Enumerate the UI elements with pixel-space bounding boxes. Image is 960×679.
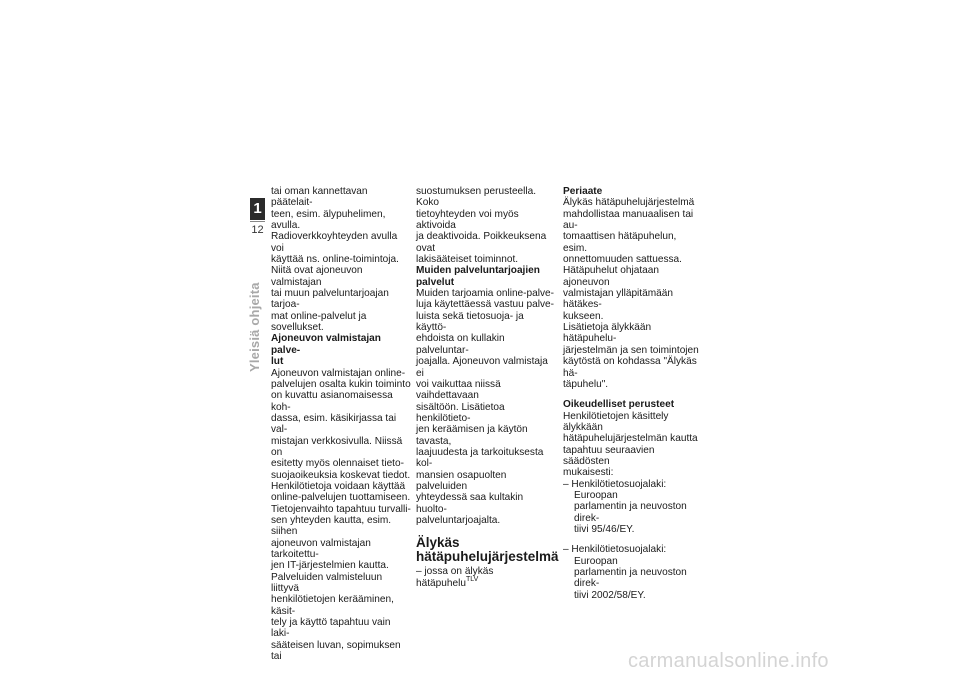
col3-body1: Älykäs hätäpuhelujärjestelmä mahdollistaa manuaalisen tai au- tomaattisen hätäpuhelun, esim. onnettomuuden sattuessa. Hätäpuhelut ohjataan ajoneuvon valmistajan ylläpitämään hätäkes- kukseen. — [563, 197, 695, 322]
chapter-divider — [250, 221, 265, 222]
col1-intro: tai oman kannettavan päätelait- teen, esim. älypuhelimen, avulla. Radioverkkoyhteyden avulla voi käyttää ns. online-toimintoja. Niitä ovat ajoneuvon valmistajan tai muun palveluntarjoajan tarjoa- mat online-palvelut ja sovellukset. — [271, 186, 399, 334]
col3-body3: Henkilötietojen käsittely älykkään hätäpuhelujärjestelmän kautta tapahtuu seuraavien säädösten mukaisesti: — [563, 410, 698, 479]
watermark: carmanualsonline.info — [628, 650, 829, 672]
column-1 — [271, 186, 411, 662]
col1-heading: Ajoneuvon valmistajan palve- lut — [271, 333, 381, 368]
chapter-title: Yleisiä ohjeita — [247, 282, 262, 372]
section-heading: Älykäs hätäpuhelujärjestelmä — [416, 535, 559, 564]
col3-bullet-2: – Henkilötietosuojalaki: Euroopan parlamentin ja neuvoston direk- tiivi 2002/58/EY. — [563, 544, 687, 601]
col3-bullet-1: – Henkilötietosuojalaki: Euroopan parlamentin ja neuvoston direk- tiivi 95/46/EY. — [563, 478, 687, 535]
col3-heading: Periaate — [563, 186, 603, 197]
col2-heading: Muiden palveluntarjoajien palvelut — [416, 265, 540, 288]
equipment-note-text: – jossa on älykäs hätäpuhelu — [416, 566, 494, 589]
equipment-note-sup: TLV — [465, 575, 479, 583]
col2-body: Muiden tarjoamia online-palve- luja käytettäessä vastuu palve- luista sekä tietosuoja- ja käyttö- ehdoista on kullakin palveluntar- joajalla. Ajoneuvon valmistaja ei voi vaikuttaa niissä vaihdettavaan sisältöön. Lisätietoa henkilötieto- jen keräämisen ja käytön tavasta, laajuudesta ja tarkoituksesta kol- mansien osapuolten palveluiden yhteydessä saa kultakin huolto- palveluntarjoajalta. — [416, 288, 555, 526]
page-number: 12 — [251, 224, 264, 236]
col3-body2: Lisätietoja älykkään hätäpuhelu- järjestelmän ja sen toimintojen käytöstä on kohdassa "Älykäs hä- täpuhelu". — [563, 322, 699, 390]
column-2 — [416, 186, 559, 589]
chapter-number-tab: 1 — [250, 198, 265, 220]
equipment-note — [416, 566, 556, 589]
column-3 — [563, 186, 703, 601]
col3-subheading: Oikeudelliset perusteet — [563, 399, 675, 411]
col2-intro: suostumuksen perusteella. Koko tietoyhteyden voi myös aktivoida ja deaktivoida. Poikkeuksena ovat lakisääteiset toiminnot. — [416, 186, 547, 266]
col1-body: Ajoneuvon valmistajan online- palvelujen osalta kukin toiminto on kuvattu asianomaisessa koh- dassa, esim. käsikirjassa tai val- mistajan verkkosivulla. Niissä on esitetty myös olennaiset tieto- suojaoikeuksia koskevat tiedot. Henkilötietoja voidaan käyttää online-palvelujen tuottamiseen. Tietojenvaihto tapahtuu turvalli- sen yhteyden kautta, esim. siihen ajoneuvon valmistajan tarkoitettu- jen IT-järjestelmien kautta. Palveluiden valmisteluun liittyvä henkilötietojen kerääminen, käsit- tely ja käyttö tapahtuu vain laki- sääteisen luvan, sopimuksen tai — [271, 367, 411, 663]
